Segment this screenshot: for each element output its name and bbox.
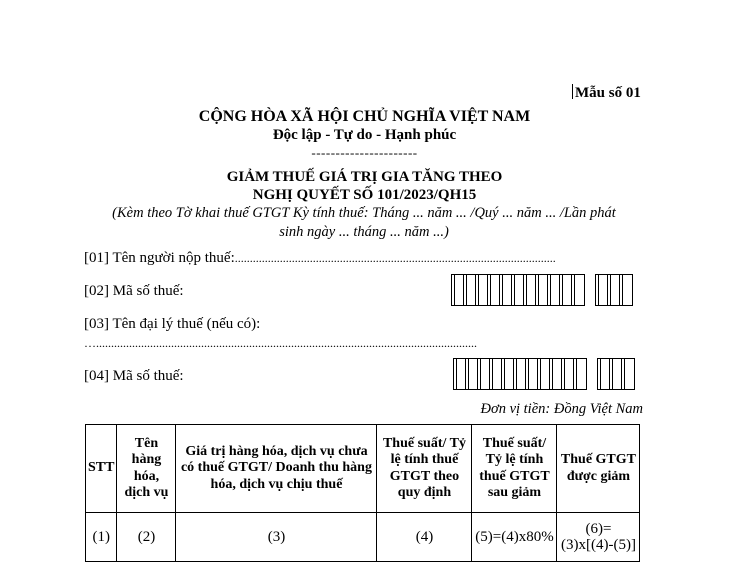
form-code-text: Mẫu số 01 <box>575 85 641 101</box>
tax-code-box <box>550 359 562 389</box>
tax-code-box <box>526 359 538 389</box>
tax-code-box <box>500 275 512 305</box>
col-header-reduced-vat: Thuế GTGT được giảm <box>557 425 640 513</box>
tax-code-box <box>454 359 466 389</box>
col-header-stt: STT <box>86 425 117 513</box>
text-cursor <box>572 84 573 99</box>
table-cell: (2) <box>117 513 176 562</box>
col-header-reduced-rate: Thuế suất/ Tỷ lệ tính thuế GTGT sau giảm <box>472 425 557 513</box>
tax-code-box <box>478 359 490 389</box>
tax-code-box-group-branch <box>595 274 633 306</box>
field-taxpayer-name-dots: ........................................................................................................... <box>234 251 556 265</box>
agent-tax-code-box-group-branch <box>597 358 635 390</box>
field-taxpayer-name <box>84 250 556 267</box>
tax-code-box <box>466 359 478 389</box>
field-tax-agent-name-dots: …............................................................................................................................... <box>84 336 477 350</box>
nation-header: CỘNG HÒA XÃ HỘI CHỦ NGHĨA VIỆT NAM <box>198 108 531 125</box>
note-line1: (Kèm theo Tờ khai thuế GTGT Kỳ tính thuế: Tháng ... năm ... /Quý ... năm ... /Lần phát <box>112 205 616 221</box>
divider: ---------------------- <box>311 145 418 160</box>
tax-code-box <box>452 275 464 305</box>
tax-code-box <box>620 275 632 305</box>
field-tax-agent-name-label: [03] Tên đại lý thuế (nếu có): <box>84 316 261 332</box>
tax-code-box <box>596 275 608 305</box>
tax-code-box <box>538 359 550 389</box>
tax-code-box <box>608 275 620 305</box>
document-title-line2: NGHỊ QUYẾT SỐ 101/2023/QH15 <box>252 187 477 203</box>
tax-code-box <box>488 275 500 305</box>
field-taxpayer-name-label: [01] Tên người nộp thuế: <box>84 250 235 266</box>
tax-code-box <box>464 275 476 305</box>
tax-code-boxes[interactable] <box>451 274 633 306</box>
col-header-tax-rate: Thuế suất/ Tỷ lệ tính thuế GTGT theo quy định <box>377 425 472 513</box>
table-cell: (3) <box>176 513 377 562</box>
table-cell: (5)=(4)x80% <box>472 513 557 562</box>
col-header-goods-value: Giá trị hàng hóa, dịch vụ chưa có thuế GTGT/ Doanh thu hàng hóa, dịch vụ chịu thuế <box>176 425 377 513</box>
vat-reduction-table <box>85 424 640 562</box>
table-cell: (1) <box>86 513 117 562</box>
tax-code-box <box>622 359 634 389</box>
field-agent-tax-code-label: [04] Mã số thuế: <box>84 368 184 384</box>
tax-code-box <box>574 359 586 389</box>
tax-code-box <box>476 275 488 305</box>
currency-note: Đơn vị tiền: Đồng Việt Nam <box>480 401 643 417</box>
tax-code-box <box>524 275 536 305</box>
note-line2: sinh ngày ... tháng ... năm ...) <box>279 224 449 240</box>
table-header-row <box>86 425 640 513</box>
agent-tax-code-boxes[interactable] <box>453 358 635 390</box>
tax-code-box <box>502 359 514 389</box>
table-row <box>86 513 640 562</box>
tax-code-box <box>514 359 526 389</box>
table-cell: (4) <box>377 513 472 562</box>
col-header-goods-name: Tên hàng hóa, dịch vụ <box>117 425 176 513</box>
motto: Độc lập - Tự do - Hạnh phúc <box>272 127 457 143</box>
tax-code-box <box>548 275 560 305</box>
document-title-line1: GIẢM THUẾ GIÁ TRỊ GIA TĂNG THEO <box>226 169 503 185</box>
tax-code-box <box>536 275 548 305</box>
tax-code-box <box>610 359 622 389</box>
tax-code-box <box>562 359 574 389</box>
tax-code-box <box>560 275 572 305</box>
tax-code-box <box>490 359 502 389</box>
table-cell: (6)=(3)x[(4)-(5)] <box>557 513 640 562</box>
tax-code-box <box>572 275 584 305</box>
form-code <box>572 84 641 102</box>
tax-code-box <box>598 359 610 389</box>
agent-tax-code-box-group-main <box>453 358 587 390</box>
tax-code-box-group-main <box>451 274 585 306</box>
field-tax-code-label: [02] Mã số thuế: <box>84 283 184 299</box>
tax-code-box <box>512 275 524 305</box>
